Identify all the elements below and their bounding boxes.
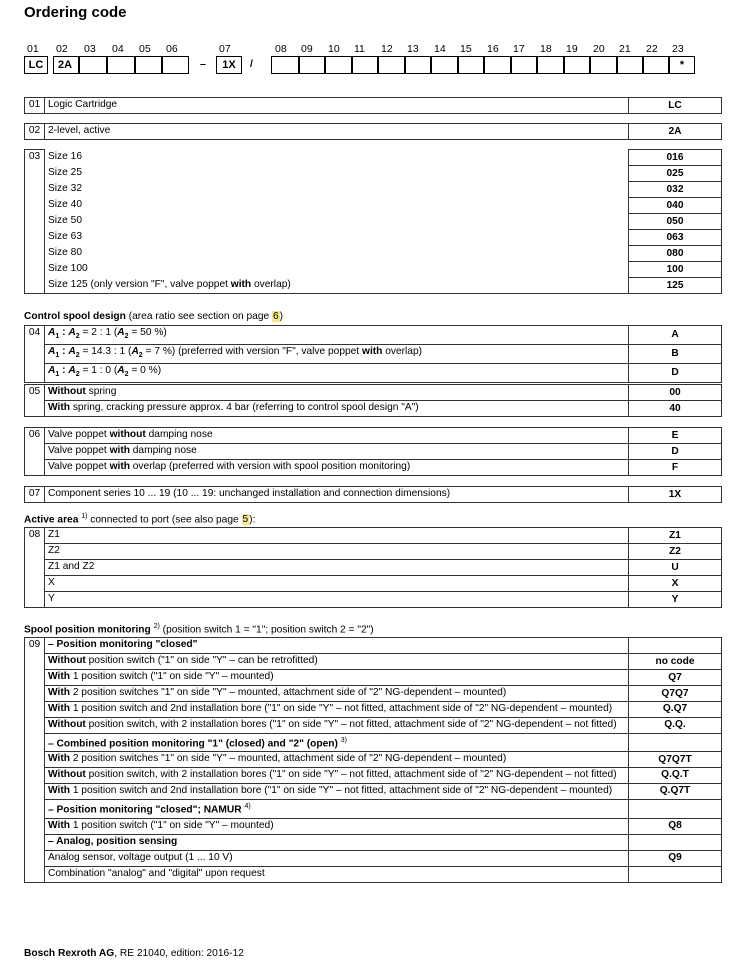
group-heading: – Position monitoring "closed" [45, 638, 629, 654]
active-desc: Y [45, 592, 629, 608]
code-cell-02: 2A [53, 56, 79, 74]
row-desc: Combination "analog" and "digital" upon request [45, 866, 629, 882]
row-code [629, 638, 722, 654]
size-desc: Size 80 [45, 246, 629, 262]
code-cell-11 [352, 56, 378, 74]
code-position-11: 11 [354, 43, 365, 55]
code-cell-14 [431, 56, 458, 74]
row-code: E [629, 428, 722, 444]
table-08-active [24, 527, 722, 608]
row-desc: Without position switch, with 2 installation bores ("1" on side "Y" – not fitted, attachment side of "2" NG-dependent – not fitted) [45, 718, 629, 734]
row-desc: With 1 position switch ("1" on side "Y" – mounted) [45, 818, 629, 834]
code-position-14: 14 [434, 43, 446, 55]
page-link[interactable]: 5 [242, 514, 249, 526]
row-desc: Valve poppet without damping nose [45, 428, 629, 444]
code-position-numbers [24, 43, 722, 55]
code-position-17: 17 [513, 43, 525, 55]
row-code [629, 800, 722, 818]
row-num: 05 [25, 385, 45, 417]
table-01 [24, 97, 722, 114]
table-04-spool [24, 325, 722, 383]
code-position-15: 15 [460, 43, 472, 55]
code-cell-05 [135, 56, 162, 74]
table-02 [24, 123, 722, 140]
size-code: 080 [629, 246, 722, 262]
row-num: 03 [25, 150, 45, 294]
size-code: 100 [629, 262, 722, 278]
row-num: 07 [25, 487, 45, 503]
size-desc: Size 50 [45, 214, 629, 230]
row-code: 125 [629, 278, 722, 294]
code-position-06: 06 [166, 43, 178, 55]
code-cell-16 [484, 56, 511, 74]
code-cell-22 [643, 56, 669, 74]
code-cell-09 [299, 56, 325, 74]
code-position-10: 10 [328, 43, 340, 55]
active-desc: X [45, 576, 629, 592]
code-position-03: 03 [84, 43, 96, 55]
active-desc: Z2 [45, 544, 629, 560]
code-position-12: 12 [381, 43, 393, 55]
code-cell-19 [564, 56, 590, 74]
table-05-spring [24, 384, 722, 417]
size-desc: Size 32 [45, 182, 629, 198]
row-code [629, 866, 722, 882]
code-position-01: 01 [27, 43, 39, 55]
row-desc: Size 125 (only version "F", valve poppet with overlap) [45, 278, 629, 294]
row-code: Q7Q7 [629, 686, 722, 702]
active-heading: Active area $^{1)}$ connected to port (see also page 5): [24, 513, 256, 526]
code-cell-07: 1X [216, 56, 242, 74]
row-code: Q7Q7T [629, 752, 722, 768]
code-position-13: 13 [407, 43, 419, 55]
row-code: F [629, 460, 722, 476]
size-desc: Size 100 [45, 262, 629, 278]
active-code: X [629, 576, 722, 592]
code-position-19: 19 [566, 43, 578, 55]
code-cell-01: LC [24, 56, 48, 74]
row-desc: Valve poppet with overlap (preferred with version with spool position monitoring) [45, 460, 629, 476]
row-code: Q.Q. [629, 718, 722, 734]
row-num: 08 [25, 528, 45, 608]
code-position-16: 16 [487, 43, 499, 55]
code-position-05: 05 [139, 43, 151, 55]
group-heading: – Combined position monitoring "1" (closed) and "2" (open) $^{3)}$ [45, 734, 629, 752]
code-cell-18 [537, 56, 564, 74]
table-07-series [24, 486, 722, 503]
spool-d: $A_1$ : $A_2 = 1$ : 0 ($A_2 = 0$ %) [45, 364, 629, 383]
code-position-02: 02 [56, 43, 68, 55]
code-cell-23: * [669, 56, 695, 74]
size-desc: Size 16 [45, 150, 629, 166]
code-cell-21 [617, 56, 643, 74]
code-slash: / [250, 58, 253, 70]
row-desc: Logic Cartridge [45, 98, 629, 114]
code-cell-06 [162, 56, 189, 74]
code-position-23: 23 [672, 43, 684, 55]
active-code: Z1 [629, 528, 722, 544]
row-code: A [629, 326, 722, 345]
row-code [629, 734, 722, 752]
row-desc: With 1 position switch and 2nd installation bore ("1" on side "Y" – not fitted, attachment side of "2" NG-dependent – mounted) [45, 784, 629, 800]
row-code: Q.Q.T [629, 768, 722, 784]
page-title: Ordering code [24, 4, 127, 21]
active-code: Y [629, 592, 722, 608]
row-code: D [629, 444, 722, 460]
size-code: 032 [629, 182, 722, 198]
spool-b: $A_1$ : $A_2 = 14.3$ : 1 ($A_2 = 7$ %) (preferred with version "F", valve poppet with overlap) [45, 345, 629, 364]
row-num: 09 [25, 638, 45, 883]
row-desc: Without position switch, with 2 installation bores ("1" on side "Y" – not fitted, attachment side of "2" NG-dependent – not fitted) [45, 768, 629, 784]
row-code: 00 [629, 385, 722, 401]
row-code: D [629, 364, 722, 383]
code-cell-12 [378, 56, 405, 74]
row-desc: 2-level, active [45, 124, 629, 140]
row-code: 40 [629, 401, 722, 417]
code-cell-13 [405, 56, 431, 74]
table-06-poppet [24, 427, 722, 476]
row-desc: Without position switch ("1" on side "Y" – can be retrofitted) [45, 654, 629, 670]
code-cell-20 [590, 56, 617, 74]
code-position-21: 21 [619, 43, 631, 55]
code-position-20: 20 [593, 43, 605, 55]
row-desc: Valve poppet with damping nose [45, 444, 629, 460]
table-03-sizes [24, 149, 722, 294]
row-desc: Without spring [45, 385, 629, 401]
code-cell-15 [458, 56, 484, 74]
size-code: 016 [629, 150, 722, 166]
monitoring-heading: Spool position monitoring $^{2)}$ (position switch 1 = "1"; position switch 2 = "2") [24, 623, 374, 636]
footer: Bosch Rexroth AG, RE 21040, edition: 2016-12 [24, 948, 244, 959]
code-cell-10 [325, 56, 352, 74]
code-cell-03 [79, 56, 107, 74]
size-code: 040 [629, 198, 722, 214]
row-code: Q8 [629, 818, 722, 834]
spool-heading: Control spool design (area ratio see section on page 6) [24, 311, 284, 322]
row-code: 2A [629, 124, 722, 140]
row-desc: With 2 position switches "1" on side "Y" – mounted, attachment side of "2" NG-dependent – mounted) [45, 752, 629, 768]
size-desc: Size 25 [45, 166, 629, 182]
group-heading: – Position monitoring "closed"; NAMUR $^{4)}$ [45, 800, 629, 818]
active-desc: Z1 and Z2 [45, 560, 629, 576]
table-09-monitoring [24, 637, 722, 883]
row-num: 04 [25, 326, 45, 383]
size-code: 025 [629, 166, 722, 182]
code-cell-08 [271, 56, 299, 74]
active-code: Z2 [629, 544, 722, 560]
group-heading: – Analog, position sensing [45, 834, 629, 850]
row-desc: With 1 position switch and 2nd installation bore ("1" on side "Y" – not fitted, attachment side of "2" NG-dependent – mounted) [45, 702, 629, 718]
row-num: 02 [25, 124, 45, 140]
row-desc: With spring, cracking pressure approx. 4 bar (referring to control spool design "A") [45, 401, 629, 417]
code-cell-04 [107, 56, 135, 74]
code-dash: – [200, 58, 206, 70]
row-desc: With 2 position switches "1" on side "Y" – mounted, attachment side of "2" NG-dependent – mounted) [45, 686, 629, 702]
code-position-09: 09 [301, 43, 313, 55]
row-desc: Component series 10 ... 19 (10 ... 19: unchanged installation and connection dimensions) [45, 487, 629, 503]
row-code: LC [629, 98, 722, 114]
size-code: 050 [629, 214, 722, 230]
row-num: 06 [25, 428, 45, 476]
size-code: 063 [629, 230, 722, 246]
row-code: 1X [629, 487, 722, 503]
active-desc: Z1 [45, 528, 629, 544]
row-desc: With 1 position switch ("1" on side "Y" – mounted) [45, 670, 629, 686]
code-position-04: 04 [112, 43, 124, 55]
row-code: Q.Q7T [629, 784, 722, 800]
active-code: U [629, 560, 722, 576]
code-position-18: 18 [540, 43, 552, 55]
spool-a: $A_1$ : $A_2 = 2$ : 1 ($A_2 = 50$ %) [45, 326, 629, 345]
row-desc: Analog sensor, voltage output (1 ... 10 V) [45, 850, 629, 866]
row-code [629, 834, 722, 850]
size-desc: Size 63 [45, 230, 629, 246]
row-code: Q7 [629, 670, 722, 686]
code-position-08: 08 [275, 43, 287, 55]
size-desc: Size 40 [45, 198, 629, 214]
row-num: 01 [25, 98, 45, 114]
row-code: Q.Q7 [629, 702, 722, 718]
code-position-07: 07 [219, 43, 231, 55]
code-cell-17 [511, 56, 537, 74]
code-position-22: 22 [646, 43, 658, 55]
row-code: Q9 [629, 850, 722, 866]
row-code: B [629, 345, 722, 364]
row-code: no code [629, 654, 722, 670]
page-link[interactable]: 6 [273, 311, 279, 322]
